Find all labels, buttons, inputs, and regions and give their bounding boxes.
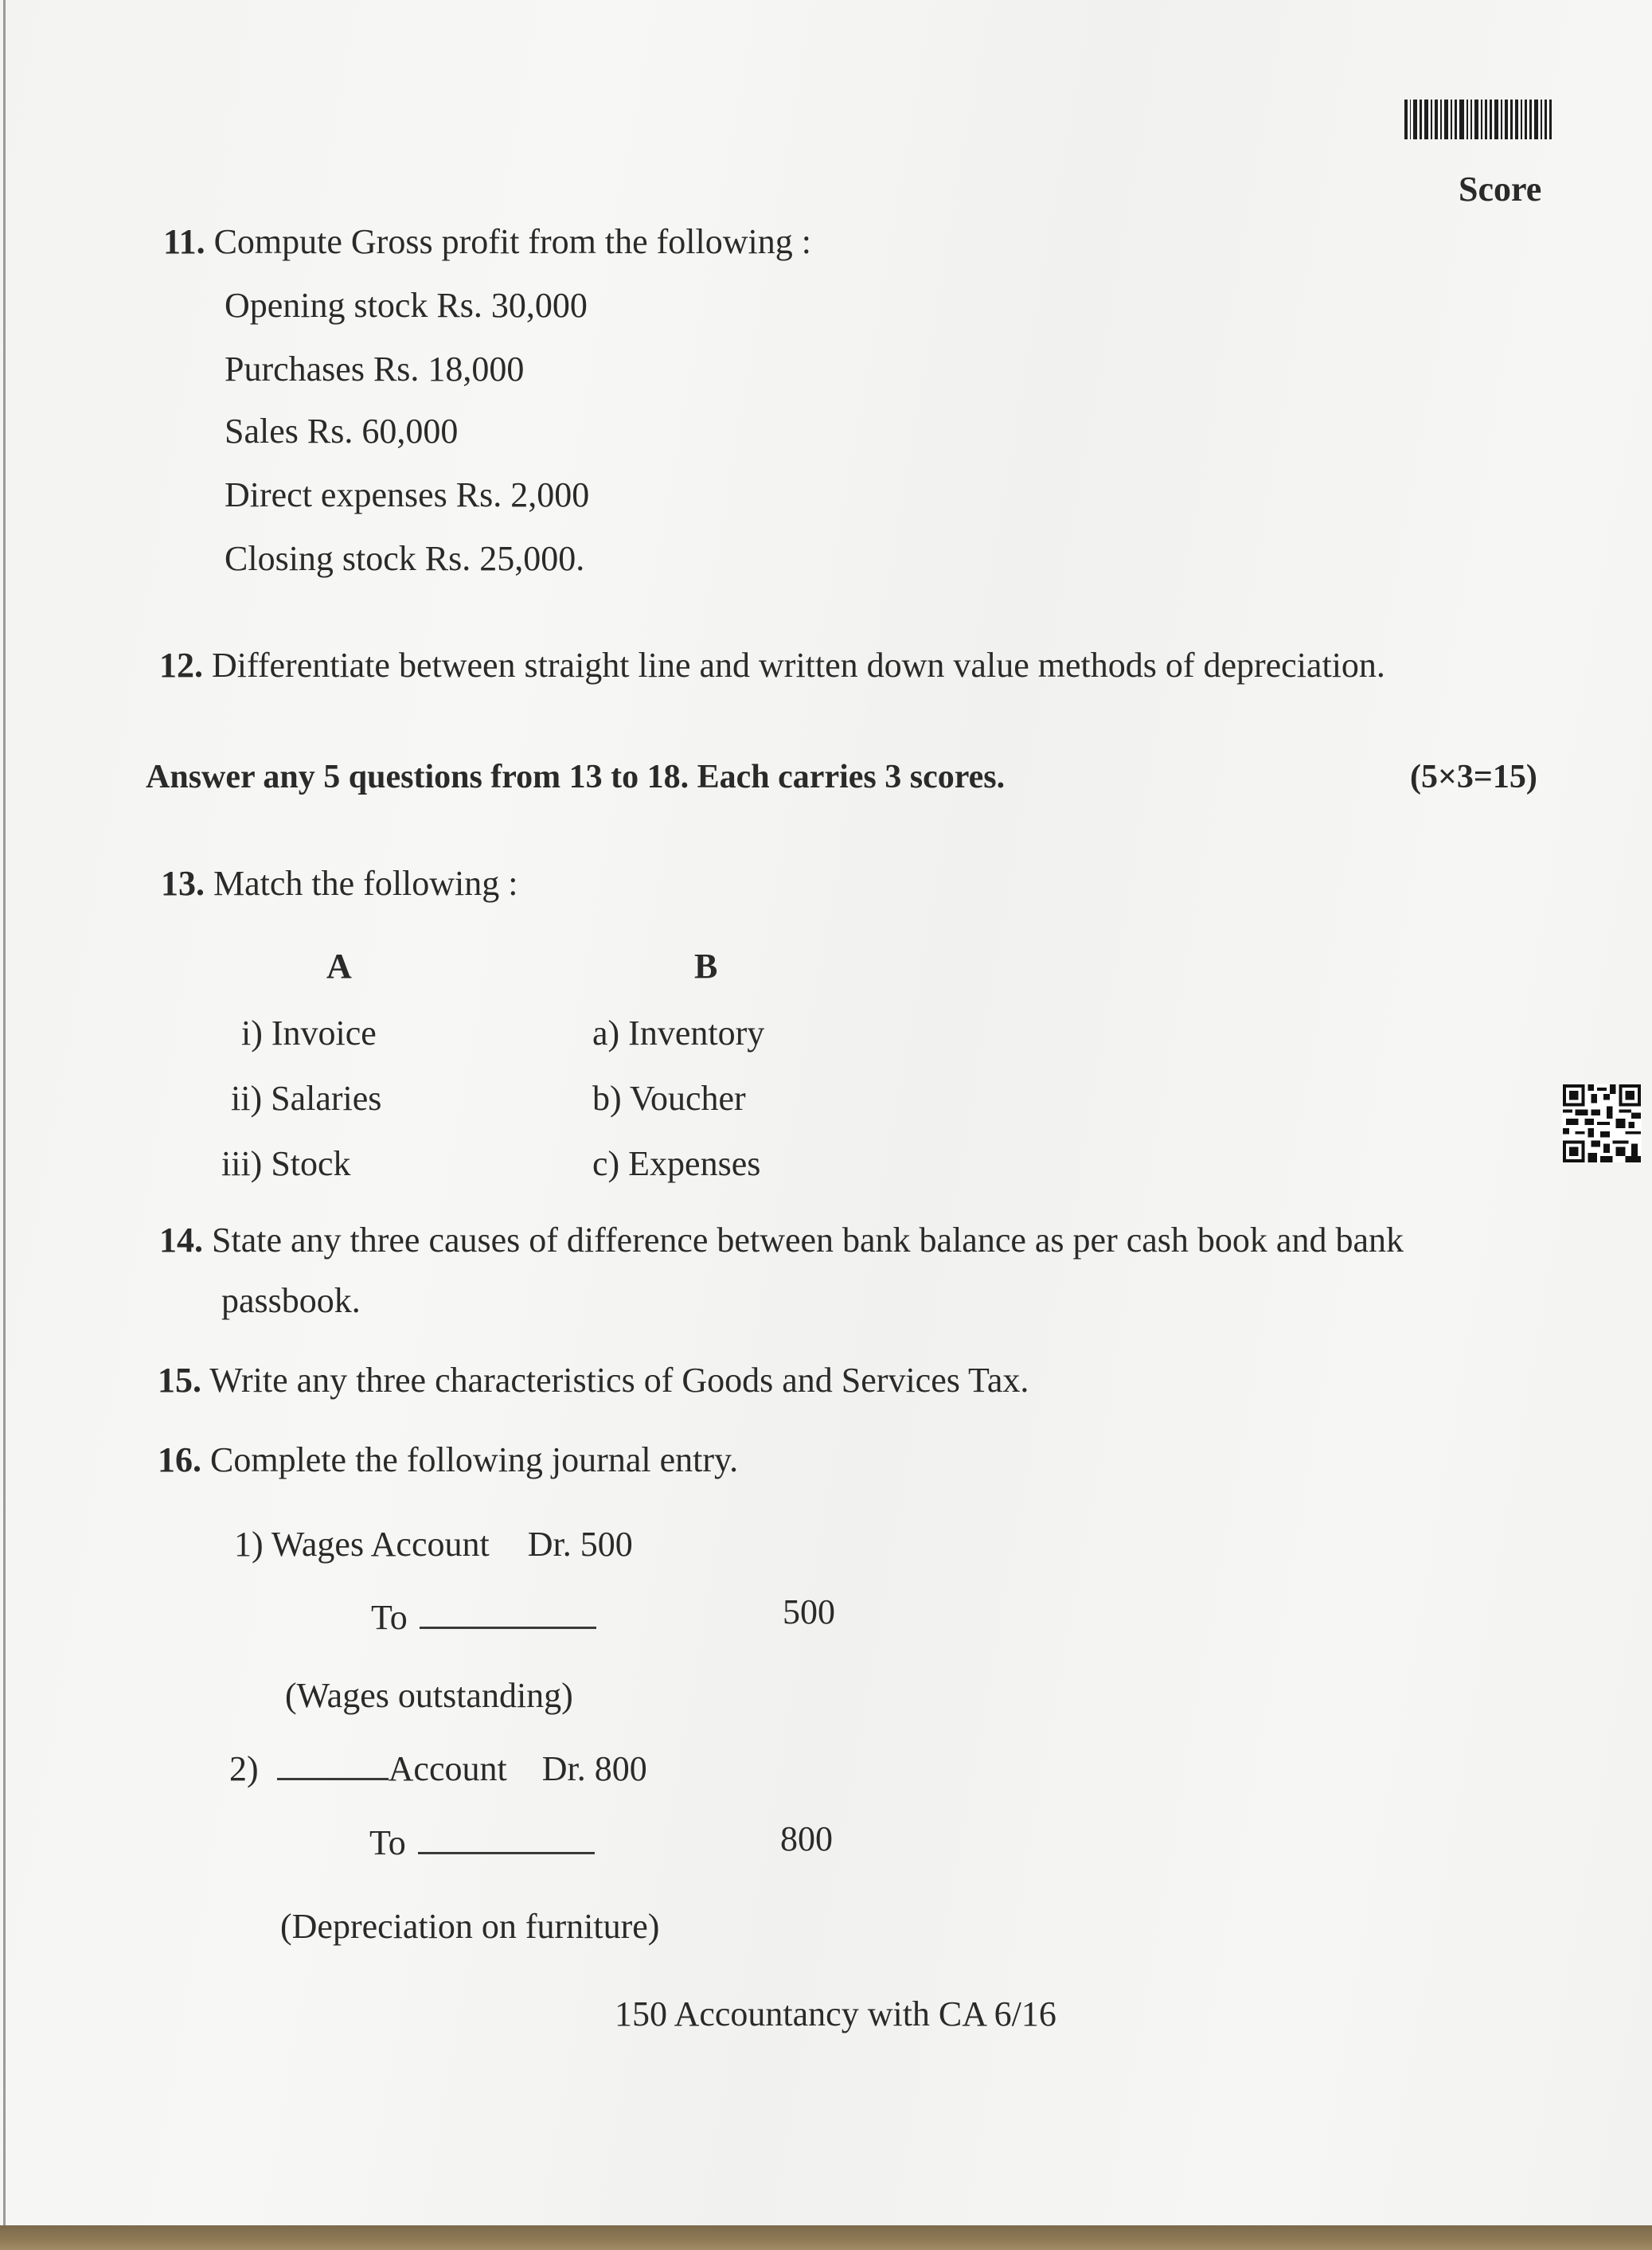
debit-account: Account [388,1749,507,1788]
match-b-item-3: c) Expenses [592,1144,761,1183]
match-a-item-3: iii) Stock [221,1144,351,1183]
column-b-header: B [694,947,718,986]
debit-account-blank[interactable] [277,1778,389,1780]
question-prompt: Complete the following journal entry. [210,1440,739,1479]
qr-code-icon [1562,1084,1642,1162]
debit-account: Wages Account [271,1525,490,1564]
question-prompt: State any three causes of difference between bank balance as per cash book and bank [212,1221,1404,1260]
question-16 [158,1440,739,1479]
q11-item-purchases: Purchases Rs. 18,000 [225,350,525,389]
match-a-item-2: ii) Salaries [231,1079,382,1118]
question-13 [161,866,518,901]
page-footer: 150 Accountancy with CA 6/16 [615,1994,1056,2033]
question-12 [159,648,1385,683]
journal-entry-2-credit [369,1823,595,1862]
question-prompt: Compute Gross profit from the following : [213,222,811,261]
entry-label: 1) [234,1525,264,1564]
barcode-icon [1404,100,1554,139]
debit-amount: Dr. 500 [527,1525,633,1564]
question-number: 12. [159,646,203,685]
question-number: 11. [163,222,205,261]
q11-item-closing-stock: Closing stock Rs. 25,000. [225,539,585,578]
q11-item-sales: Sales Rs. 60,000 [225,412,459,451]
question-15 [158,1363,1029,1398]
narration: (Wages outstanding) [285,1676,573,1715]
journal-entry-2-debit [229,1749,647,1788]
question-14 [159,1223,1404,1258]
page-bottom-edge [0,2225,1652,2250]
to-label: To [371,1598,408,1637]
credit-account-blank[interactable] [418,1852,595,1854]
question-number: 15. [158,1361,201,1400]
narration: (Depreciation on furniture) [280,1907,660,1946]
question-number: 14. [159,1221,203,1260]
journal-entry-1-debit [234,1527,633,1562]
q11-item-opening-stock: Opening stock Rs. 30,000 [225,286,588,325]
section-instruction: Answer any 5 questions from 13 to 18. Each carries 3 scores. [146,759,1006,795]
debit-amount: Dr. 800 [541,1749,647,1788]
question-number: 16. [158,1440,201,1479]
column-a-header: A [326,947,352,986]
question-11 [163,222,811,261]
page-left-edge [3,0,6,2229]
match-b-item-1: a) Inventory [592,1014,765,1053]
question-prompt: Write any three characteristics of Goods and Services Tax. [209,1361,1029,1400]
question-14-continued: passbook. [221,1281,361,1320]
q11-item-direct-expenses: Direct expenses Rs. 2,000 [225,475,590,514]
score-label: Score [1459,170,1542,209]
match-b-item-2: b) Voucher [592,1079,746,1118]
credit-amount: 800 [780,1819,833,1858]
credit-amount: 500 [783,1592,835,1631]
to-label: To [369,1823,406,1862]
question-number: 13. [161,864,205,903]
section-marks: (5×3=15) [1410,759,1537,795]
credit-account-blank[interactable] [420,1627,596,1629]
match-a-item-1: i) Invoice [241,1014,377,1053]
entry-label: 2) [229,1749,259,1788]
journal-entry-1-credit [371,1600,596,1635]
question-prompt: Match the following : [213,864,518,903]
question-prompt: Differentiate between straight line and written down value methods of depreciation. [212,646,1385,685]
